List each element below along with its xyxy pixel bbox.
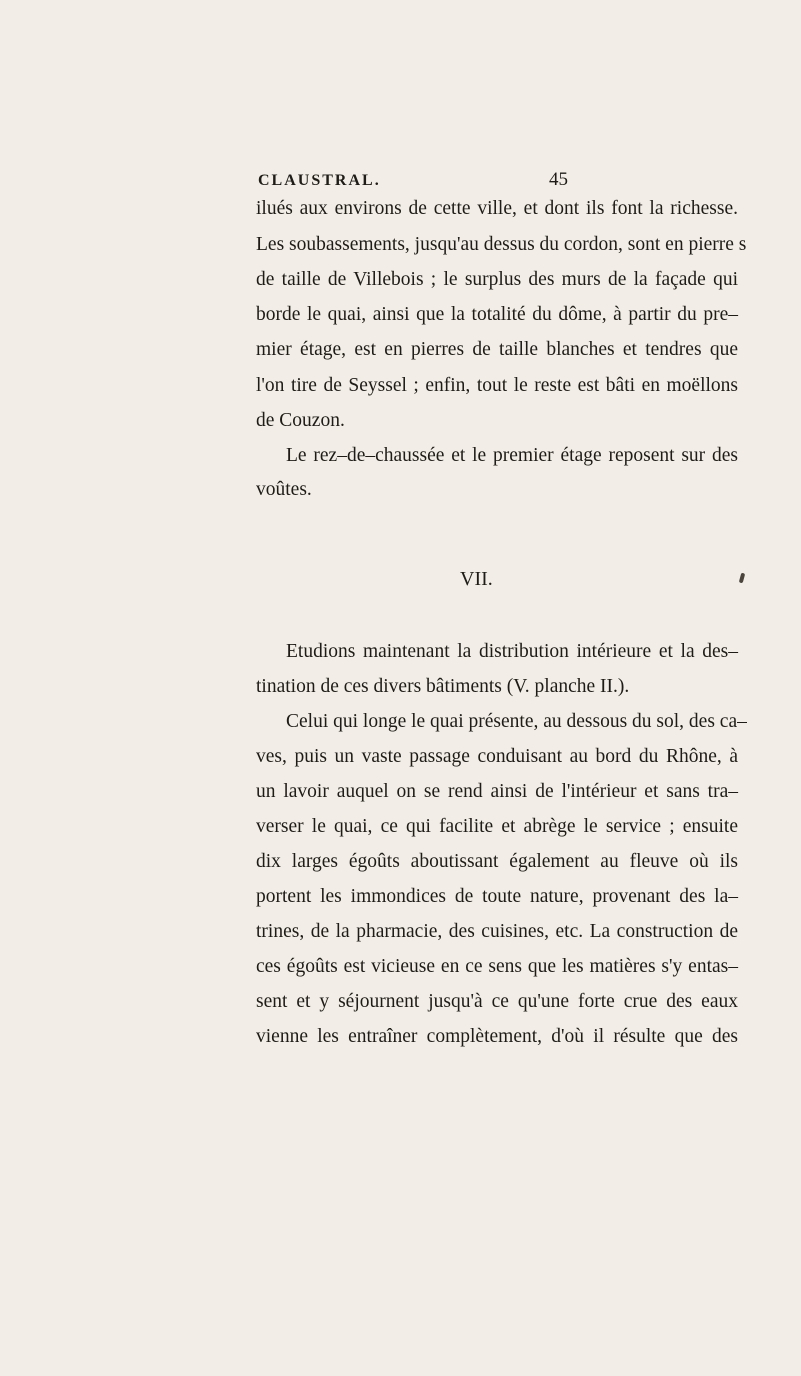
text-line: l'on tire de Seyssel ; enfin, tout le reste est bâti en moëllons <box>256 375 738 396</box>
page-number: 45 <box>549 169 568 190</box>
text-line: ces égoûts est vicieuse en ce sens que les matières s'y entas– <box>256 956 738 977</box>
text-line: Les soubassements, jusqu'au dessus du cordon, sont en pierre s <box>256 234 747 255</box>
text-line: de Couzon. <box>256 410 345 431</box>
ink-speck <box>739 573 745 584</box>
text-line: mier étage, est en pierres de taille blanches et tendres que <box>256 339 738 360</box>
text-line: un lavoir auquel on se rend ainsi de l'intérieur et sans tra– <box>256 781 738 802</box>
text-line: ves, puis un vaste passage conduisant au bord du Rhône, à <box>256 746 738 767</box>
text-line: Le rez–de–chaussée et le premier étage reposent sur des <box>286 445 738 466</box>
text-line: borde le quai, ainsi que la totalité du dôme, à partir du pre– <box>256 304 738 325</box>
text-line: tination de ces divers bâtiments (V. planche II.). <box>256 676 630 697</box>
text-line: Celui qui longe le quai présente, au dessous du sol, des ca– <box>286 711 747 732</box>
text-line: portent les immondices de toute nature, provenant des la– <box>256 886 738 907</box>
text-line: trines, de la pharmacie, des cuisines, etc. La construction de <box>256 921 738 942</box>
text-line: vienne les entraîner complètement, d'où il résulte que des <box>256 1026 738 1047</box>
text-line: Etudions maintenant la distribution intérieure et la des– <box>286 641 738 662</box>
running-title: CLAUSTRAL. <box>258 172 381 189</box>
text-line: voûtes. <box>256 479 312 500</box>
text-line: verser le quai, ce qui facilite et abrège le service ; ensuite <box>256 816 738 837</box>
running-head <box>258 169 568 196</box>
text-line: sent et y séjournent jusqu'à ce qu'une forte crue des eaux <box>256 991 738 1012</box>
text-line: dix larges égoûts aboutissant également au fleuve où ils <box>256 851 738 872</box>
section-heading: VII. <box>460 568 493 590</box>
text-line: ilués aux environs de cette ville, et dont ils font la richesse. <box>256 198 738 219</box>
text-line: de taille de Villebois ; le surplus des murs de la façade qui <box>256 269 738 290</box>
